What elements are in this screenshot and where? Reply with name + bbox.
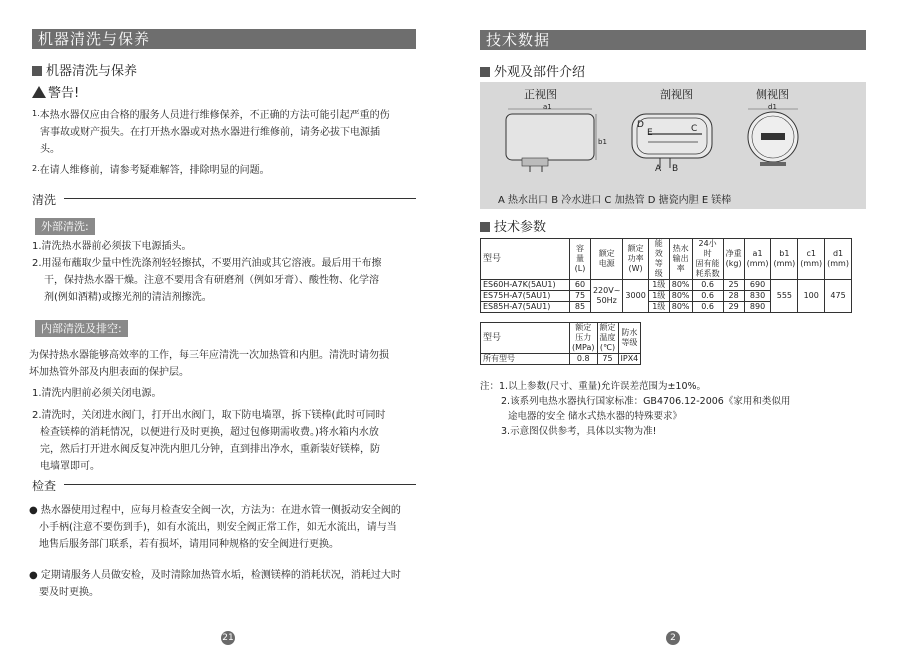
dim-d1: d1 — [768, 103, 777, 111]
parts-legend: A 热水出口 B 冷水进口 C 加热管 D 搪瓷内胆 E 镁棒 — [498, 195, 732, 206]
table-header: 型号 — [481, 323, 570, 354]
table-header: 型号 — [481, 239, 570, 280]
external-clean-text: 1.清洗热水器前必须拔下电源插头。 2.用湿布蘸取少量中性洗涤剂轻轻擦拭，不要用汽油或其它溶液。最后用干布擦 干，保持热水器干燥。注意不要用含有研磨剂（例如牙膏）、酸性物、化学溶 剂(例如酒精)或擦光剂的清洁剂擦洗。 — [32, 241, 382, 303]
table-header-row — [481, 323, 641, 354]
table-header: 额定 功率 (W) — [623, 239, 648, 280]
tag-external-clean: 外部清洗: — [35, 218, 95, 235]
table-row — [481, 354, 641, 365]
section-view-label: 剖视图 — [660, 88, 693, 101]
table-cell: ES75H-A7(5AU1) — [481, 291, 570, 302]
table-header: 防水 等级 — [618, 323, 641, 354]
table-header: 额定 温度 (℃) — [597, 323, 618, 354]
appearance-subhead: 外观及部件介绍 — [480, 61, 585, 80]
tag-internal-clean: 内部清洗及排空: — [35, 320, 128, 337]
part-c-label: C — [691, 124, 698, 134]
table-header: b1 (mm) — [771, 239, 798, 280]
warning-item-2: $^{2.}$在请人维修前，请参考疑难解答，排除明显的问题。 — [32, 164, 270, 176]
square-bullet-icon — [480, 67, 490, 77]
part-a-label: A — [655, 164, 662, 174]
table-cell-rated-power: 3000 — [623, 280, 648, 313]
table-cell: 29 — [723, 302, 744, 313]
left-subhead: 机器清洗与保养 — [32, 60, 137, 79]
table-header: 额定 电源 — [590, 239, 622, 280]
table-cell: 0.6 — [692, 302, 723, 313]
table-header: 24小时 固有能 耗系数 — [692, 239, 723, 280]
table-cell-b1: 555 — [771, 280, 798, 313]
diagram-panel — [480, 82, 866, 209]
part-e-label: E — [647, 128, 653, 138]
part-d-label: D — [637, 120, 644, 130]
table-cell: 0.6 — [692, 280, 723, 291]
table-cell: 1级 — [648, 280, 669, 291]
notes: 注：1.以上参数(尺寸、重量)允许误差范围为±10%。 2.该系列电热水器执行国家标准：GB4706.12-2006《家用和类似用 途电器的安全 储水式热水器的特殊要求》 3.示意图仅供参考，具体以实物为准! — [480, 381, 791, 437]
table-row — [481, 280, 852, 291]
table-cell-power-supply: 220V~ 50Hz — [590, 280, 622, 313]
right-title-bar: 技术数据 — [480, 30, 866, 50]
rating-table — [480, 322, 641, 365]
table-cell: 80% — [669, 280, 692, 291]
table-cell-c1: 100 — [798, 280, 825, 313]
warning-heading: 警告! — [32, 82, 79, 101]
table-cell: 80% — [669, 302, 692, 313]
table-cell: IPX4 — [618, 354, 641, 365]
table-header: 热水 输出 率 — [669, 239, 692, 280]
table-cell: 75 — [597, 354, 618, 365]
section-title-clean: 清洗 — [32, 191, 62, 208]
table-header: c1 (mm) — [798, 239, 825, 280]
dim-b1: b1 — [598, 138, 607, 146]
table-cell: 75 — [570, 291, 591, 302]
table-header: d1 (mm) — [825, 239, 852, 280]
internal-clean-intro: 为保持热水器能够高效率的工作，每三年应清洗一次加热管和内胆。清洗时请勿损 坏加热管外部及内胆表面的保护层。 — [29, 350, 389, 378]
section-title-check: 检查 — [32, 477, 62, 494]
table-cell: ES85H-A7(5AU1) — [481, 302, 570, 313]
table-cell: 80% — [669, 291, 692, 302]
bullet-dot-icon: ● — [29, 570, 38, 581]
table-cell: 85 — [570, 302, 591, 313]
side-view-label: 侧视图 — [756, 88, 789, 101]
table-cell: 830 — [744, 291, 771, 302]
square-bullet-icon — [32, 66, 42, 76]
spec-table — [480, 238, 852, 313]
table-header: 净重 (kg) — [723, 239, 744, 280]
page-number: 21 — [222, 633, 234, 643]
front-view-label: 正视图 — [524, 88, 557, 101]
heater-diagram — [480, 82, 866, 209]
table-cell: 690 — [744, 280, 771, 291]
bullet-dot-icon: ● — [29, 505, 38, 516]
table-cell: 1级 — [648, 302, 669, 313]
table-cell: 28 — [723, 291, 744, 302]
internal-clean-steps: 1.清洗内胆前必须关闭电源。 2.清洗时，关闭进水阀门，打开出水阀门，取下防电墙罩，拆下镁棒(此时可同时 检查镁棒的消耗情况，以便进行及时更换，超过包修期需收费。)将水箱内水放 完，然后打开进水阀反复冲洗内胆几分钟，直到排出净水，重新装好镁棒，防 电墙罩即可。 — [32, 388, 386, 472]
table-header: 容量 (L) — [570, 239, 591, 280]
page-number: 2 — [666, 631, 680, 645]
square-bullet-icon — [480, 222, 490, 232]
table-header-row — [481, 239, 852, 280]
check-item-1: ● 热水器使用过程中，应每月检查安全阀一次，方法为：在进水管一侧扳动安全阀的 小手柄(注意不要伤到手)，如有水流出，则安全阀正常工作，如无水流出，请与当 地售后服务部门联系，若有损坏，请用同种规格的安全阀进行更换。 — [29, 505, 401, 550]
table-cell: 890 — [744, 302, 771, 313]
table-cell: 60 — [570, 280, 591, 291]
dim-a1: a1 — [543, 103, 552, 111]
table-cell: ES60H-A7K(5AU1) — [481, 280, 570, 291]
table-header: a1 (mm) — [744, 239, 771, 280]
table-cell: 1级 — [648, 291, 669, 302]
table-header: 能效 等级 — [648, 239, 669, 280]
table-cell: 所有型号 — [481, 354, 570, 365]
table-cell-d1: 475 — [825, 280, 852, 313]
section-divider — [64, 484, 416, 485]
check-item-2: ● 定期请服务人员做安检，及时清除加热管水垢，检测镁棒的消耗状况，消耗过大时 要及时更换。 — [29, 570, 401, 598]
table-cell: 25 — [723, 280, 744, 291]
warning-triangle-icon — [32, 86, 46, 98]
table-header: 额定 压力 (MPa) — [570, 323, 598, 354]
table-cell: 0.6 — [692, 291, 723, 302]
table-cell: 0.8 — [570, 354, 598, 365]
params-subhead: 技术参数 — [480, 216, 546, 235]
part-b-label: B — [672, 164, 679, 174]
section-divider — [64, 198, 416, 199]
left-title-bar: 机器清洗与保养 — [32, 29, 416, 49]
warning-item-1: $^{1.}$本热水器仅应由合格的服务人员进行维修保养，不正确的方法可能引起严重的伤 害事故或财产损失。在打开热水器或对热水器进行维修前，请务必拔下电源插 头。 — [32, 109, 390, 155]
